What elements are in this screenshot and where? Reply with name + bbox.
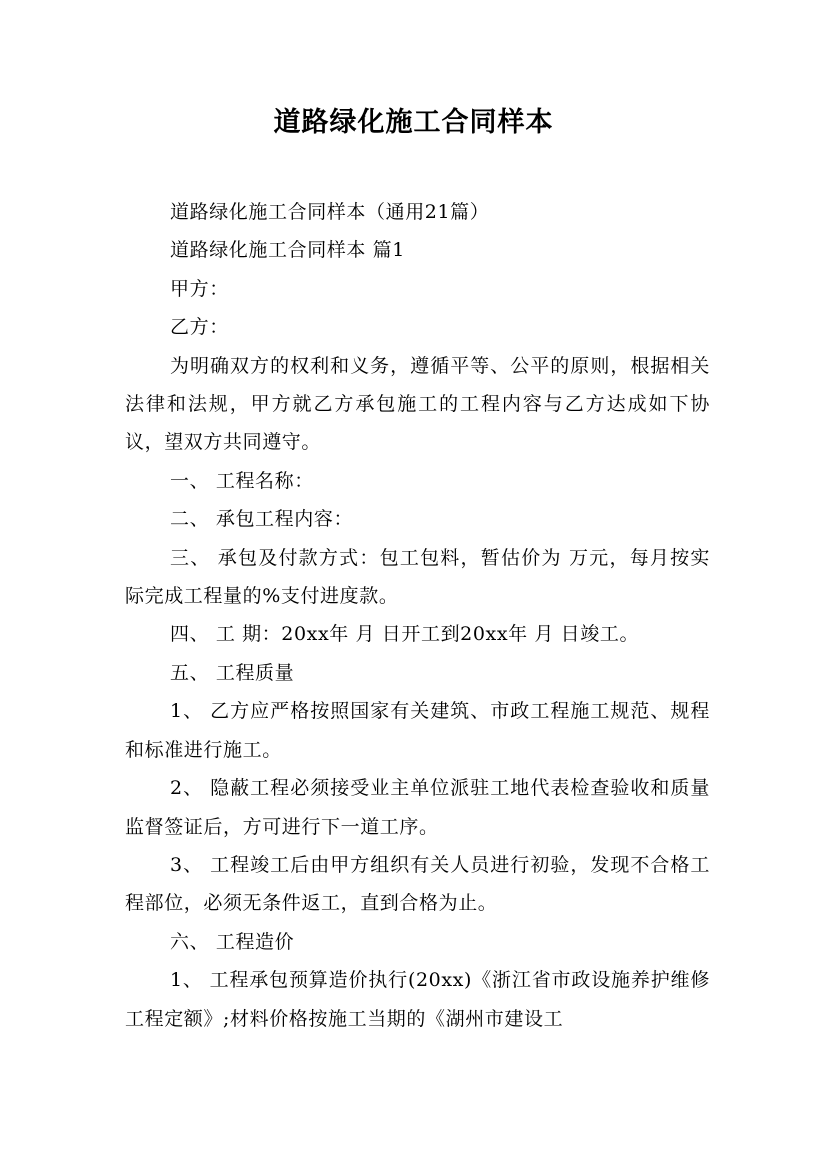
paragraph-project-name: 一、 工程名称： [170,469,314,492]
document-title: 道路绿化施工合同样本 [273,107,554,138]
paragraph-subtitle: 道路绿化施工合同样本（通用21篇） [170,201,490,223]
paragraph-party-b: 乙方： [170,316,229,339]
paragraph-payment: 三、 承包及付款方式：包工包料，暂估价为 万元，每月按实际完成工程量的%支付进度款。 [125,546,710,608]
document-body [125,193,710,1038]
paragraph-quality-1: 1、 乙方应严格按照国家有关建筑、市政工程施工规范、规程和标准进行施工。 [125,700,710,761]
paragraph-cost-1: 1、 工程承包预算造价执行(20xx)《浙江省市政设施养护维修工程定额》;材料价格按施工当期的《湖州市建设工 [125,969,710,1030]
paragraph-quality-2: 2、 隐蔽工程必须接受业主单位派驻工地代表检查验收和质量监督签证后，方可进行下一道工序。 [125,777,710,838]
paragraph-quality-3: 3、 工程竣工后由甲方组织有关人员进行初验，发现不合格工程部位，必须无条件返工，直到合格为止。 [125,853,710,915]
paragraph-party-a: 甲方： [170,277,229,300]
paragraph-section-heading: 道路绿化施工合同样本 篇1 [170,239,405,262]
paragraph-contract-content: 二、 承包工程内容： [170,508,354,531]
paragraph-quality-heading: 五、 工程质量 [170,661,295,684]
paragraph-preamble: 为明确双方的权利和义务，遵循平等、公平的原则，根据相关法律和法规，甲方就乙方承包施工的工程内容与乙方达成如下协议，望双方共同遵守。 [125,354,710,454]
paragraph-cost-heading: 六、 工程造价 [170,930,295,953]
paragraph-schedule: 四、 工 期：20xx年 月 日开工到20xx年 月 日竣工。 [170,623,640,646]
